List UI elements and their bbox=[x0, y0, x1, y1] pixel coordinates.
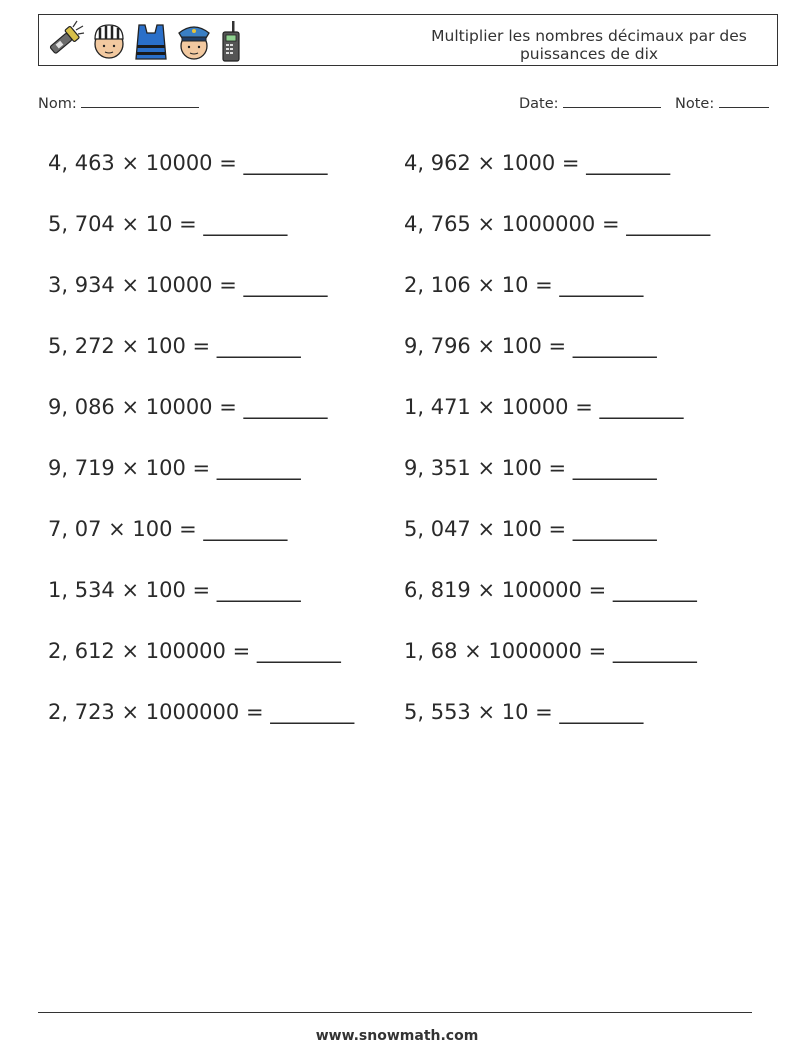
date-label: Date: bbox=[519, 96, 559, 112]
name-blank[interactable] bbox=[81, 94, 199, 108]
problem-left-10: 2, 723 × 1000000 = ________ bbox=[48, 700, 355, 724]
problem-left-9: 2, 612 × 100000 = ________ bbox=[48, 639, 341, 663]
worksheet-header bbox=[38, 14, 778, 66]
footer-divider bbox=[38, 1012, 752, 1013]
worksheet-title: Multiplier les nombres décimaux par des puissances de dix bbox=[431, 27, 747, 63]
prisoner-icon bbox=[91, 19, 127, 63]
note-label: Note: bbox=[675, 96, 715, 112]
problem-right-5: 1, 471 × 10000 = ________ bbox=[404, 395, 684, 419]
problem-left-4: 5, 272 × 100 = ________ bbox=[48, 334, 301, 358]
problem-left-1: 4, 463 × 10000 = ________ bbox=[48, 151, 328, 175]
date-field[interactable] bbox=[519, 94, 661, 112]
flashlight-icon bbox=[41, 19, 85, 63]
problem-right-6: 9, 351 × 100 = ________ bbox=[404, 456, 657, 480]
name-label: Nom: bbox=[38, 96, 77, 112]
problem-right-1: 4, 962 × 1000 = ________ bbox=[404, 151, 671, 175]
footer-website[interactable]: www.snowmath.com bbox=[315, 1028, 479, 1044]
problem-right-4: 9, 796 × 100 = ________ bbox=[404, 334, 657, 358]
police-officer-icon bbox=[175, 19, 213, 63]
problem-left-2: 5, 704 × 10 = ________ bbox=[48, 212, 288, 236]
problem-left-6: 9, 719 × 100 = ________ bbox=[48, 456, 301, 480]
header-icons bbox=[41, 17, 249, 65]
problem-right-10: 5, 553 × 10 = ________ bbox=[404, 700, 644, 724]
problem-right-7: 5, 047 × 100 = ________ bbox=[404, 517, 657, 541]
name-field[interactable] bbox=[38, 94, 199, 112]
problem-left-7: 7, 07 × 100 = ________ bbox=[48, 517, 288, 541]
walkie-talkie-icon bbox=[219, 19, 243, 63]
safety-vest-icon bbox=[133, 19, 169, 63]
note-field[interactable] bbox=[675, 94, 769, 112]
problem-right-2: 4, 765 × 1000000 = ________ bbox=[404, 212, 711, 236]
problem-left-5: 9, 086 × 10000 = ________ bbox=[48, 395, 328, 419]
note-blank[interactable] bbox=[719, 94, 769, 108]
problem-left-8: 1, 534 × 100 = ________ bbox=[48, 578, 301, 602]
date-blank[interactable] bbox=[563, 94, 661, 108]
problem-left-3: 3, 934 × 10000 = ________ bbox=[48, 273, 328, 297]
problem-right-8: 6, 819 × 100000 = ________ bbox=[404, 578, 697, 602]
problem-right-9: 1, 68 × 1000000 = ________ bbox=[404, 639, 697, 663]
problem-right-3: 2, 106 × 10 = ________ bbox=[404, 273, 644, 297]
